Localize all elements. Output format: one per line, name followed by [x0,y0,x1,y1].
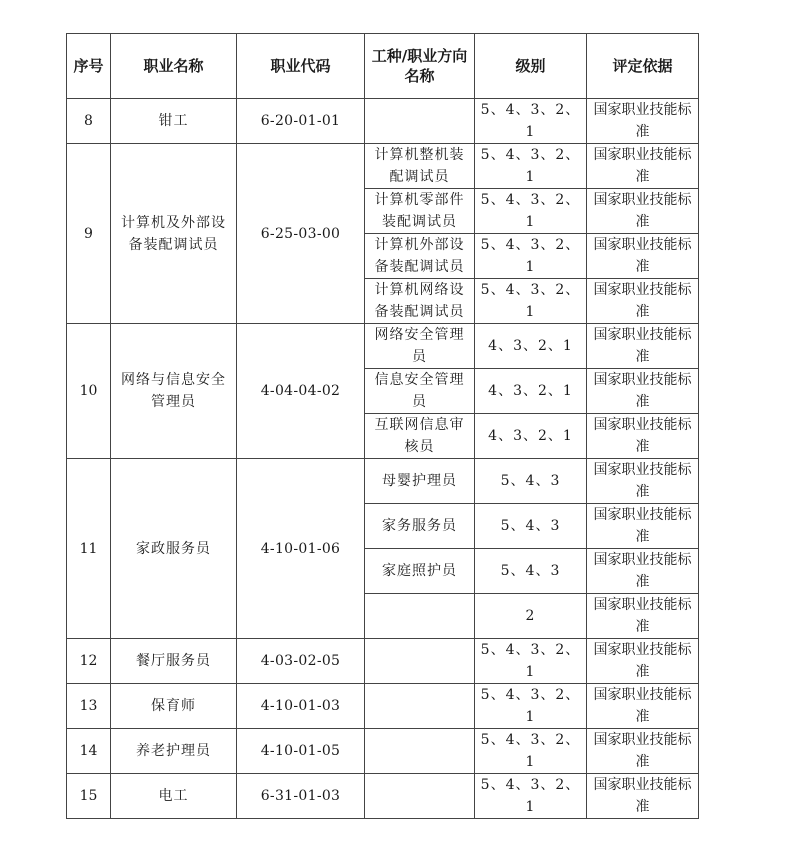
row-level: 2 [475,594,587,639]
table-row [67,639,699,684]
header-code: 职业代码 [237,34,365,99]
row-level: 4、3、2、1 [475,324,587,369]
row-name: 钳工 [111,99,237,144]
row-basis: 国家职业技能标准 [587,324,699,369]
row-level: 5、4、3、2、1 [475,189,587,234]
row-level: 5、4、3、2、1 [475,234,587,279]
row-type: 母婴护理员 [365,459,475,504]
row-no: 11 [67,459,111,639]
table-row [67,729,699,774]
header-no: 序号 [67,34,111,99]
row-basis: 国家职业技能标准 [587,774,699,819]
row-type: 计算机外部设备装配调试员 [365,234,475,279]
row-basis: 国家职业技能标准 [587,369,699,414]
row-code: 4-03-02-05 [237,639,365,684]
row-name: 保育师 [111,684,237,729]
row-name: 养老护理员 [111,729,237,774]
row-no: 8 [67,99,111,144]
row-no: 12 [67,639,111,684]
row-level: 5、4、3、2、1 [475,684,587,729]
row-type: 家务服务员 [365,504,475,549]
row-type [365,774,475,819]
row-type [365,639,475,684]
row-code: 6-31-01-03 [237,774,365,819]
row-basis: 国家职业技能标准 [587,189,699,234]
row-code: 4-10-01-06 [237,459,365,639]
row-level: 5、4、3 [475,504,587,549]
row-type [365,99,475,144]
row-level: 5、4、3、2、1 [475,99,587,144]
table-header-row [67,34,699,99]
row-level: 5、4、3、2、1 [475,279,587,324]
row-no: 14 [67,729,111,774]
row-name: 餐厅服务员 [111,639,237,684]
row-type: 计算机整机装配调试员 [365,144,475,189]
table-row [67,684,699,729]
row-code: 6-20-01-01 [237,99,365,144]
row-code: 4-10-01-03 [237,684,365,729]
row-basis: 国家职业技能标准 [587,594,699,639]
row-type: 信息安全管理员 [365,369,475,414]
table-row [67,324,699,369]
row-type: 家庭照护员 [365,549,475,594]
row-type [365,594,475,639]
row-level: 5、4、3、2、1 [475,144,587,189]
row-no: 9 [67,144,111,324]
row-no: 15 [67,774,111,819]
header-level: 级别 [475,34,587,99]
table-row [67,99,699,144]
table-row [67,774,699,819]
row-no: 10 [67,324,111,459]
row-basis: 国家职业技能标准 [587,639,699,684]
row-basis: 国家职业技能标准 [587,279,699,324]
row-type [365,684,475,729]
row-level: 5、4、3、2、1 [475,774,587,819]
row-level: 5、4、3 [475,459,587,504]
row-code: 4-10-01-05 [237,729,365,774]
table-row [67,144,699,189]
table-row [67,459,699,504]
header-name: 职业名称 [111,34,237,99]
row-basis: 国家职业技能标准 [587,234,699,279]
row-name: 网络与信息安全管理员 [111,324,237,459]
row-basis: 国家职业技能标准 [587,684,699,729]
row-basis: 国家职业技能标准 [587,549,699,594]
row-level: 4、3、2、1 [475,414,587,459]
row-no: 13 [67,684,111,729]
row-basis: 国家职业技能标准 [587,729,699,774]
row-basis: 国家职业技能标准 [587,504,699,549]
row-type: 计算机零部件装配调试员 [365,189,475,234]
row-basis: 国家职业技能标准 [587,99,699,144]
row-type [365,729,475,774]
row-type: 计算机网络设备装配调试员 [365,279,475,324]
row-code: 4-04-04-02 [237,324,365,459]
row-code: 6-25-03-00 [237,144,365,324]
header-type: 工种/职业方向名称 [365,34,475,99]
row-basis: 国家职业技能标准 [587,144,699,189]
row-basis: 国家职业技能标准 [587,414,699,459]
row-level: 5、4、3 [475,549,587,594]
row-level: 5、4、3、2、1 [475,639,587,684]
header-basis: 评定依据 [587,34,699,99]
row-name: 家政服务员 [111,459,237,639]
row-level: 4、3、2、1 [475,369,587,414]
occupation-table [66,33,699,819]
row-type: 网络安全管理员 [365,324,475,369]
row-type: 互联网信息审核员 [365,414,475,459]
row-name: 电工 [111,774,237,819]
row-name: 计算机及外部设备装配调试员 [111,144,237,324]
row-level: 5、4、3、2、1 [475,729,587,774]
row-basis: 国家职业技能标准 [587,459,699,504]
